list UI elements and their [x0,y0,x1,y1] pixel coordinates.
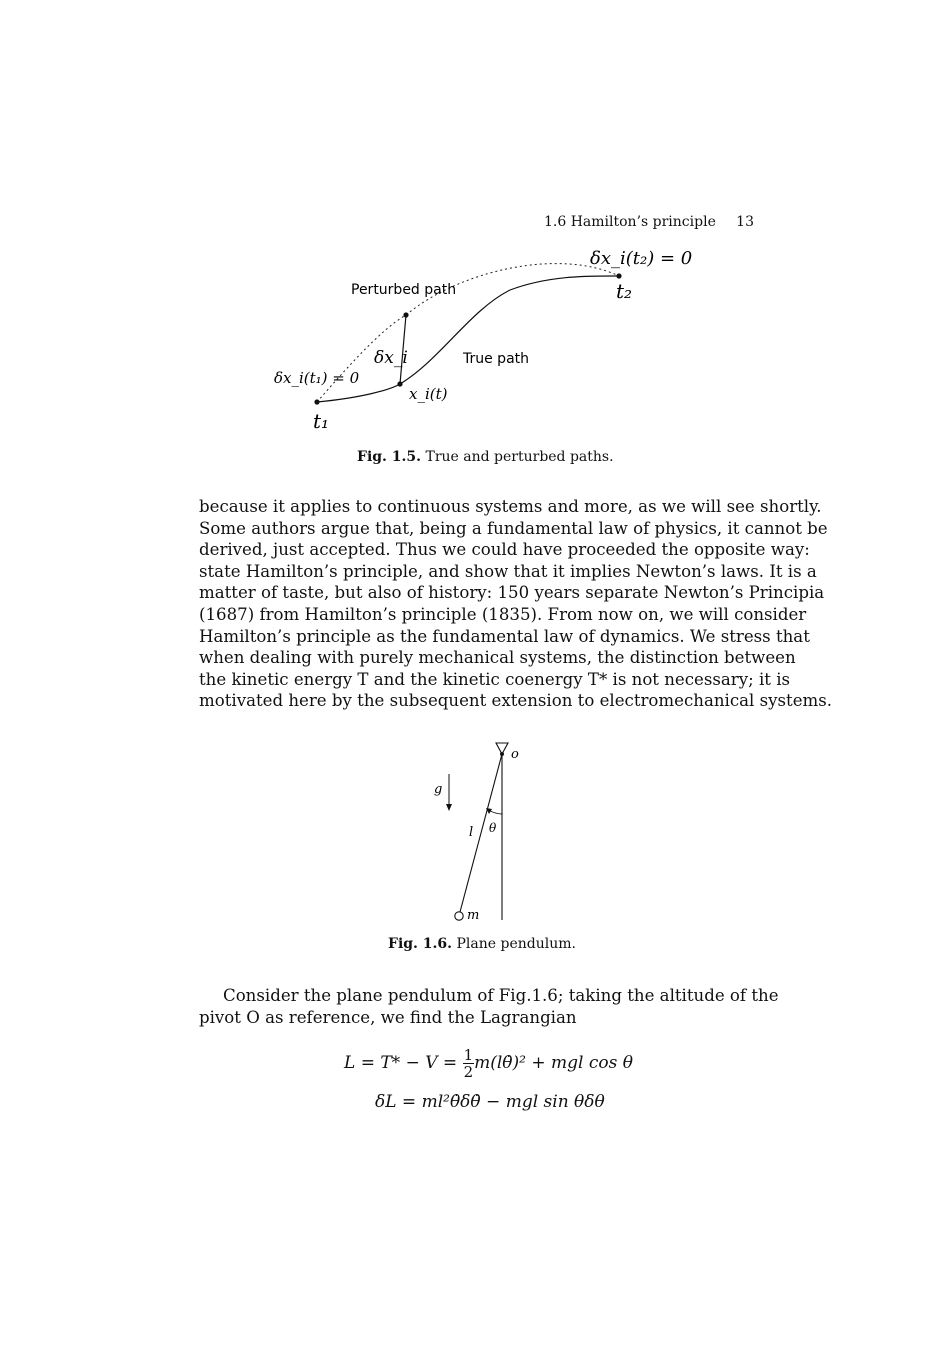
figure-1-6-caption-text: Plane pendulum. [452,936,576,952]
section-title: 1.6 Hamilton’s principle [544,214,716,230]
figure-1-5-caption-text: True and perturbed paths. [421,449,614,465]
label-delta-t1: δx_i(t₁) = 0 [274,369,360,387]
gravity-arrow-head [446,804,452,811]
label-delta-t2: δx_i(t₂) = 0 [590,248,693,269]
text-line: Some authors argue that, being a fundamental law of physics, it cannot be [199,518,828,538]
text-line: Hamilton’s principle as the fundamental law of dynamics. We stress that [199,626,810,646]
text-line: derived, just accepted. Thus we could have proceeded the opposite way: [199,540,810,560]
text-line: when dealing with purely mechanical systems, the distinction between [199,648,796,668]
point-t2 [616,273,621,278]
label-t2: t₂ [616,279,633,303]
figure-true-perturbed-paths [0,0,952,440]
label-xi-t: x_i(t) [409,385,448,403]
equation-1-right: m(lθ̇)² + mgl cos θ [474,1053,633,1073]
text-line: motivated here by the subsequent extension to electromechanical systems. [199,691,833,711]
figure-1-6-caption [388,936,576,952]
label-t1: t₁ [313,409,330,433]
equation-1-left: L = T* − V = [344,1053,463,1073]
fraction-one-half [463,1047,475,1080]
label-g: g [434,782,443,797]
point-xi [397,381,402,386]
text-line: the kinetic energy T and the kinetic coenergy T* is not necessary; it is [199,669,791,689]
label-theta: θ [489,821,497,835]
label-true-path: True path [463,351,530,367]
equation-lagrangian [344,1047,633,1080]
point-perturbed [403,312,408,317]
text-line: pivot O as reference, we find the Lagrangian [199,1008,577,1027]
text-line: (1687) from Hamilton’s principle (1835). From now on, we will consider [199,604,807,624]
text-line: state Hamilton’s principle, and show that it implies Newton’s laws. It is a [199,561,817,581]
figure-1-5-caption-label: Fig. 1.5. [357,449,422,465]
label-delta-xi: δx_i [374,348,408,368]
equation-variation [375,1092,605,1112]
body-paragraph-1 [199,496,833,712]
label-o: o [511,747,519,762]
figure-plane-pendulum [420,730,550,930]
text-line: matter of taste, but also of history: 150 years separate Newton’s Principia [199,583,825,603]
text-line: because it applies to continuous systems and more, as we will see shortly. [199,497,822,516]
label-l: l [469,825,474,840]
pendulum-mass [455,912,463,920]
page-number: 13 [736,214,754,230]
fraction-numerator: 1 [463,1046,474,1064]
label-m: m [467,908,480,923]
fraction-denominator: 2 [463,1063,474,1081]
equation-2: δL = ml²θ̇δθ̇ − mgl sin θδθ [375,1092,605,1112]
body-paragraph-2 [199,985,779,1029]
figure-1-6-caption-label: Fig. 1.6. [388,936,453,952]
figure-1-5-caption [357,449,614,465]
text-line: Consider the plane pendulum of Fig.1.6; taking the altitude of the [223,986,779,1005]
label-perturbed-path: Perturbed path [351,282,457,298]
point-t1 [314,399,319,404]
